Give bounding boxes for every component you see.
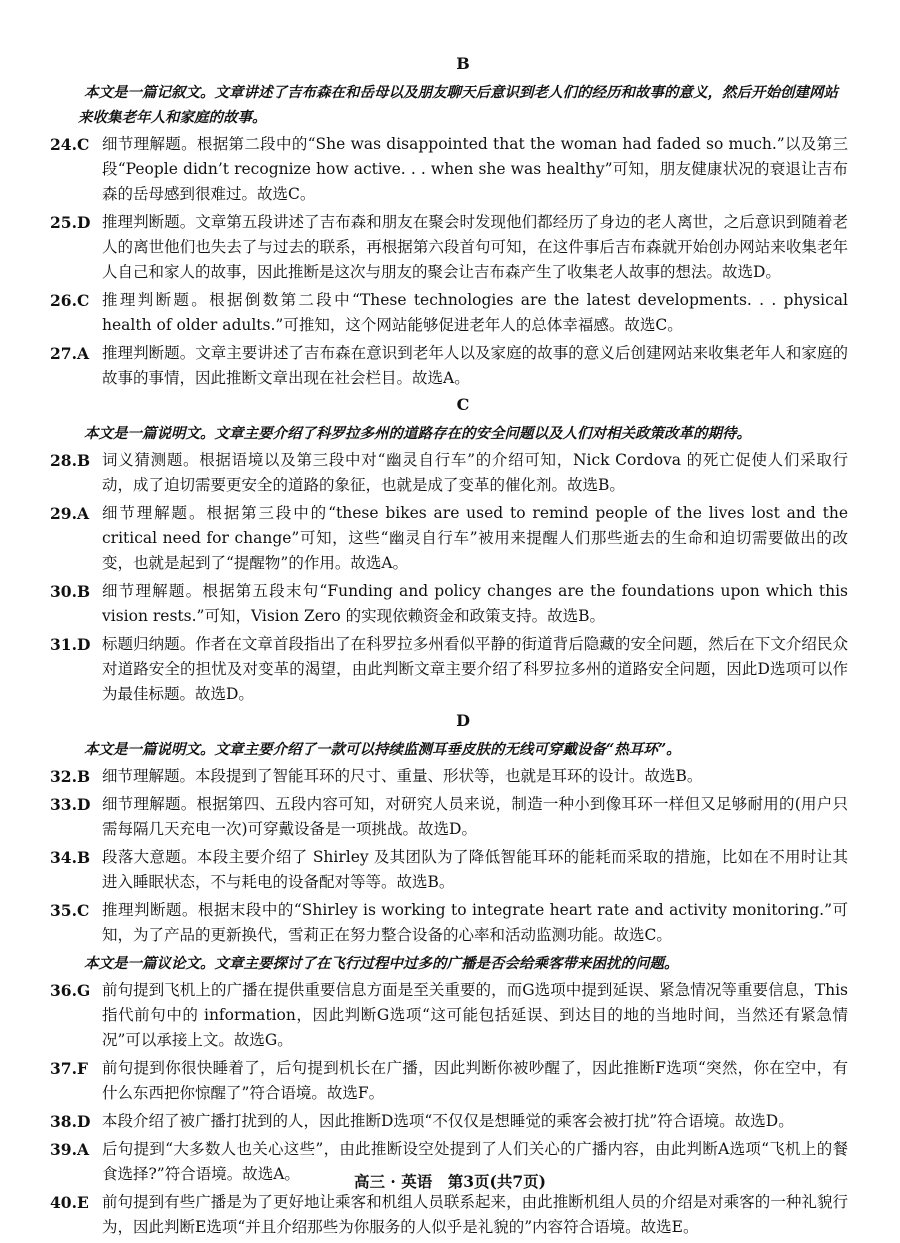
answer-item [50,632,848,707]
answer-item [50,898,848,948]
answer-item [50,978,848,1053]
answer-item [50,448,848,498]
answer-explanation: 细节理解题。根据第四、五段内容可知，对研究人员来说，制造一种小到像耳环一样但又足够耐用的(用户只需每隔几天充电一次)可穿戴设备是一项挑战。故选D。 [102,795,848,838]
answer-item [50,845,848,895]
answer-item [50,1109,848,1134]
answer-page [50,50,848,1243]
section-intro: 本文是一篇议论文。文章主要探讨了在飞行过程中过多的广播是否会给乘客带来困扰的问题。 [84,955,679,972]
answer-number: 24.C [50,135,90,154]
answer-explanation: 推理判断题。文章主要讲述了吉布森在意识到老年人以及家庭的故事的意义后创建网站来收集老年人和家庭的故事的事情，因此推断文章出现在社会栏目。故选A。 [102,344,848,387]
answer-item [50,764,848,789]
section-cloze [50,951,848,1240]
answer-number: 29.A [50,504,89,523]
answer-number: 25.D [50,213,91,232]
answer-number: 36.G [50,981,91,1000]
answer-number: 26.C [50,291,90,310]
answer-item [50,579,848,629]
page-footer: 高三 · 英语 第3页(共7页) [354,1172,546,1191]
answer-item [50,792,848,842]
answer-explanation: 推理判断题。文章第五段讲述了吉布森和朋友在聚会时发现他们都经历了身边的老人离世，之后意识到随着老人的离世他们也失去了与过去的联系，再根据第六段首句可知，在这件事后吉布森就开始创办网站来收集老年人自己和家人的故事，因此推断是这次与朋友的聚会让吉布森产生了收集老人故事的想法。故选D。 [102,213,848,281]
answer-number: 35.C [50,901,90,920]
answer-item [50,501,848,576]
answer-explanation: 前句提到你很快睡着了，后句提到机长在广播，因此判断你被吵醒了，因此推断F选项“突然，你在空中，有什么东西把你惊醒了”符合语境。故选F。 [102,1059,848,1102]
section-title: B [456,54,470,73]
section-intro: 本文是一篇说明文。文章主要介绍了科罗拉多州的道路存在的安全问题以及人们对相关政策改革的期待。 [84,425,751,442]
answer-number: 38.D [50,1112,91,1131]
section-title: D [456,711,470,730]
answer-explanation: 细节理解题。本段提到了智能耳环的尺寸、重量、形状等，也就是耳环的设计。故选B。 [102,767,703,785]
answer-item [50,288,848,338]
answer-explanation: 本段介绍了被广播打扰到的人，因此推断D选项“不仅仅是想睡觉的乘客会被打扰”符合语境。故选D。 [102,1112,794,1130]
answer-explanation: 细节理解题。根据第三段中的“these bikes are used to remind people of the lives lost and the critical need for change”可知，这些“幽灵自行车”被用来提醒人们那些逝去的生命和迫切需要做出的改变，也就是起到了“提醒物”的作用。故选A。 [102,504,848,572]
answer-explanation: 词义猜测题。根据语境以及第三段中对“幽灵自行车”的介绍可知，Nick Cordova 的死亡促使人们采取行动，成了迫切需要更安全的道路的象征，也就是成了变革的催化剂。故选B。 [102,451,848,494]
answer-number: 28.B [50,451,91,470]
answer-explanation: 后句提到“大多数人也关心这些”，由此推断设空处提到了人们关心的广播内容，由此判断A选项“飞机上的餐食选择?”符合语境。故选A。 [102,1140,848,1183]
answer-item [50,1056,848,1106]
answer-number: 32.B [50,767,91,786]
answer-explanation: 细节理解题。根据第五段末句“Funding and policy changes are the foundations upon which this vision rests.”可知，Vision Zero 的实现依赖资金和政策支持。故选B。 [102,582,848,625]
section-c [50,395,848,707]
answer-explanation: 前句提到有些广播是为了更好地让乘客和机组人员联系起来，由此推断机组人员的介绍是对乘客的一种礼貌行为，因此判断E选项“并且介绍那些为你服务的人似乎是礼貌的”内容符合语境。故选E。 [102,1193,848,1236]
section-d [50,711,848,948]
section-title: C [456,395,470,414]
answer-number: 37.F [50,1059,88,1078]
answer-item [50,341,848,391]
answer-explanation: 标题归纳题。作者在文章首段指出了在科罗拉多州看似平静的街道背后隐藏的安全问题，然后在下文介绍民众对道路安全的担忧及对变革的渴望，由此判断文章主要介绍了科罗拉多州的道路安全问题，因此D选项可以作为最佳标题。故选D。 [102,635,848,703]
answer-item [50,132,848,207]
answer-explanation: 细节理解题。根据第二段中的“She was disappointed that the woman had faded so much.”以及第三段“People didn’t recognize how active. . . when she was healthy”可知，朋友健康状况的衰退让吉布森的岳母感到很难过。故选C。 [102,135,848,203]
answer-number: 34.B [50,848,91,867]
answer-number: 31.D [50,635,91,654]
section-intro: 本文是一篇说明文。文章主要介绍了一款可以持续监测耳垂皮肤的无线可穿戴设备“热耳环”。 [84,741,681,758]
answer-number: 27.A [50,344,89,363]
answer-number: 40.E [50,1193,89,1212]
answer-item [50,1190,848,1240]
answer-number: 39.A [50,1140,89,1159]
answer-explanation: 推理判断题。根据倒数第二段中“These technologies are the latest developments. . . physical health of older adults.”可推知，这个网站能够促进老年人的总体幸福感。故选C。 [102,291,848,334]
answer-explanation: 段落大意题。本段主要介绍了 Shirley 及其团队为了降低智能耳环的能耗而采取的措施，比如在不用时让其进入睡眠状态，不与耗电的设备配对等等。故选B。 [102,848,848,891]
section-b [50,54,848,391]
answer-item [50,210,848,285]
answer-number: 30.B [50,582,91,601]
answer-explanation: 前句提到飞机上的广播在提供重要信息方面是至关重要的，而G选项中提到延误、紧急情况等重要信息，This 指代前句中的 information，因此判断G选项“这可能包括延误、到达目的地的当地时间，当然还有紧急情况”可以承接上文。故选G。 [102,981,848,1049]
section-intro: 本文是一篇记叙文。文章讲述了吉布森在和岳母以及朋友聊天后意识到老人们的经历和故事的意义，然后开始创建网站来收集老年人和家庭的故事。 [78,84,838,126]
answer-number: 33.D [50,795,91,814]
answer-explanation: 推理判断题。根据末段中的“Shirley is working to integrate heart rate and activity monitoring.”可知，为了产品的更新换代，雪莉正在努力整合设备的心率和活动监测功能。故选C。 [102,901,848,944]
